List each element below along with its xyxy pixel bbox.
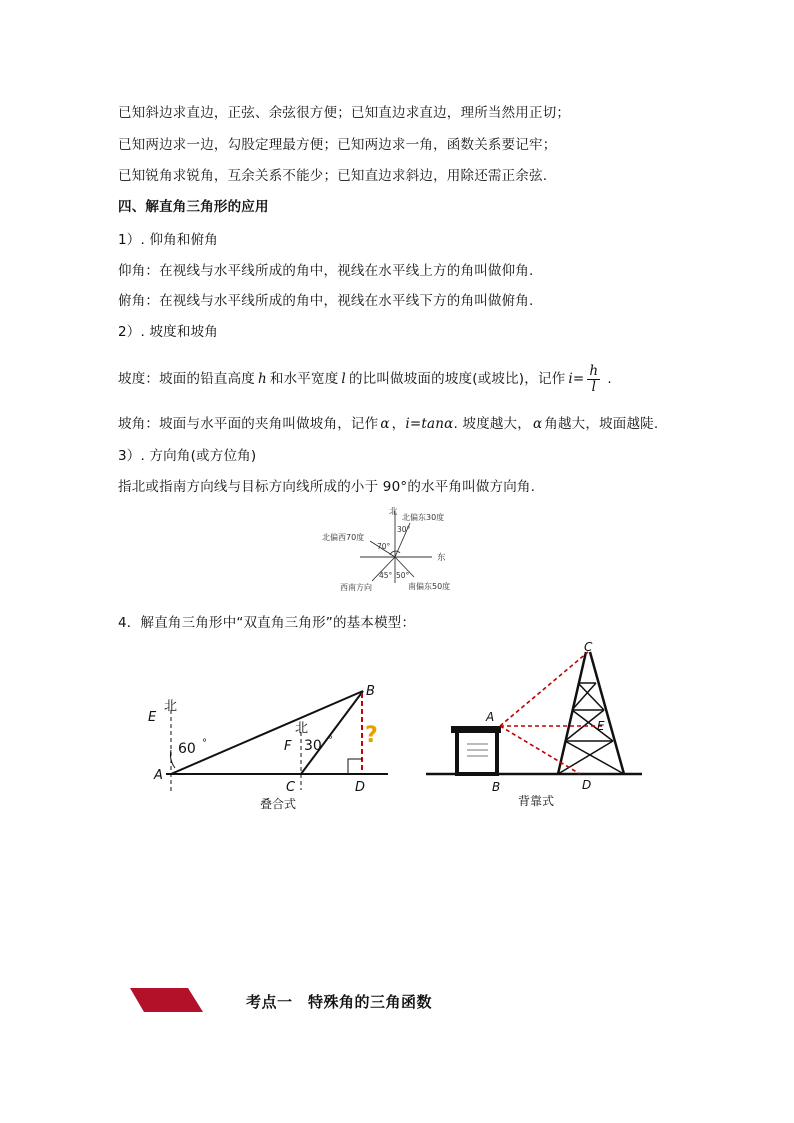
direction-definition: 指北或指南方向线与目标方向线所成的小于 90°的水平角叫做方向角.	[118, 479, 536, 495]
section-header-bar	[130, 988, 205, 1012]
fig2-label-B: B	[492, 780, 501, 794]
building	[451, 726, 501, 774]
fraction-denominator: l	[591, 378, 597, 395]
label-F: F	[284, 739, 292, 754]
var-alpha: α	[380, 416, 390, 432]
line-AB	[171, 691, 363, 774]
slope-text-3: 的比叫做坡面的坡度(或坡比)，记作	[348, 371, 566, 387]
section-header-title: 考点一 特殊角的三角函数	[246, 993, 433, 1011]
north-label-A: 北	[164, 699, 178, 714]
fig2-label-E: E	[597, 719, 605, 733]
label-E: E	[148, 710, 157, 725]
caption-overlap: 叠合式	[260, 797, 297, 811]
line-2: 已知两边求一边，勾股定理最方便；已知两边求一角，函数关系要记牢；	[118, 137, 557, 153]
caption-back-to-back: 背靠式	[518, 794, 555, 808]
elevation-definition: 仰角：在视线与水平线所成的角中，视线在水平线上方的角叫做仰角.	[118, 263, 534, 279]
label-D: D	[355, 780, 366, 795]
compass-50-label: 50°	[396, 571, 410, 580]
angle-text-3: . 坡度越大，	[453, 416, 531, 432]
angle-text-2: ，	[391, 416, 406, 432]
fig2-label-D: D	[582, 778, 592, 792]
var-alpha-2: α	[532, 416, 543, 432]
var-i-tan: i=tanα	[405, 416, 454, 432]
question-mark: ?	[365, 723, 378, 748]
back-to-back-model-diagram	[420, 638, 650, 813]
angle-text-1: 坡角：坡面与水平面的夹角叫做坡角，记作	[118, 416, 379, 432]
slope-definition	[118, 362, 612, 396]
label-C: C	[286, 780, 296, 795]
fig2-label-C: C	[584, 640, 593, 654]
var-i-eq: i=	[568, 371, 585, 387]
overlap-model-diagram	[140, 680, 400, 815]
compass-sw-label: 西南方向	[340, 583, 372, 592]
north-label-C: 北	[295, 721, 309, 736]
compass-70-label: 70°	[377, 542, 391, 551]
subheading-elevation: 1）. 仰角和俯角	[118, 232, 218, 248]
compass-diagram	[310, 505, 470, 595]
subheading-direction: 3）. 方向角(或方位角)	[118, 448, 257, 464]
section-4-heading: 四、解直角三角形的应用	[118, 199, 269, 215]
tower	[558, 652, 624, 774]
subheading-slope: 2）. 坡度和坡角	[118, 324, 218, 340]
angle-text-4: 角越大，坡面越陡.	[544, 416, 659, 432]
slope-text-2: 和水平宽度	[269, 371, 339, 387]
angle-30-label: 30	[304, 738, 322, 754]
slope-end: .	[607, 371, 612, 387]
compass-45-label: 45°	[379, 571, 393, 580]
compass-se-label: 南偏东50度	[408, 582, 451, 591]
angle-60-label: 60	[178, 741, 196, 757]
compass-30-label: 30°	[397, 525, 411, 534]
right-angle-D	[348, 759, 362, 774]
fraction-h-over-l	[587, 364, 600, 395]
var-l: l	[341, 371, 346, 387]
line-1: 已知斜边求直边，正弦、余弦很方便；已知直边求直边，理所当然用正切；	[118, 105, 571, 121]
degree-1: °	[202, 738, 207, 749]
compass-nw-label: 北偏西70度	[322, 533, 365, 542]
compass-ne-label: 北偏东30度	[402, 513, 445, 522]
model-intro: 4．解直角三角形中“双直角三角形”的基本模型：	[118, 615, 416, 631]
fig2-label-A: A	[486, 710, 495, 724]
compass-north-label: 北	[389, 507, 398, 517]
line-AC	[500, 652, 588, 726]
slope-angle-definition	[118, 415, 658, 433]
label-A: A	[154, 768, 163, 783]
depression-definition: 俯角：在视线与水平线所成的角中，视线在水平线下方的角叫做俯角.	[118, 293, 534, 309]
var-h: h	[258, 371, 267, 387]
line-3: 已知锐角求锐角，互余关系不能少；已知直边求斜边，用除还需正余弦.	[118, 168, 548, 184]
slope-text-1: 坡度：坡面的铅直高度	[118, 371, 255, 387]
compass-east-label: 东	[437, 553, 446, 563]
fraction-numerator: h	[589, 362, 599, 379]
degree-2: °	[328, 735, 333, 746]
label-B: B	[366, 684, 375, 699]
